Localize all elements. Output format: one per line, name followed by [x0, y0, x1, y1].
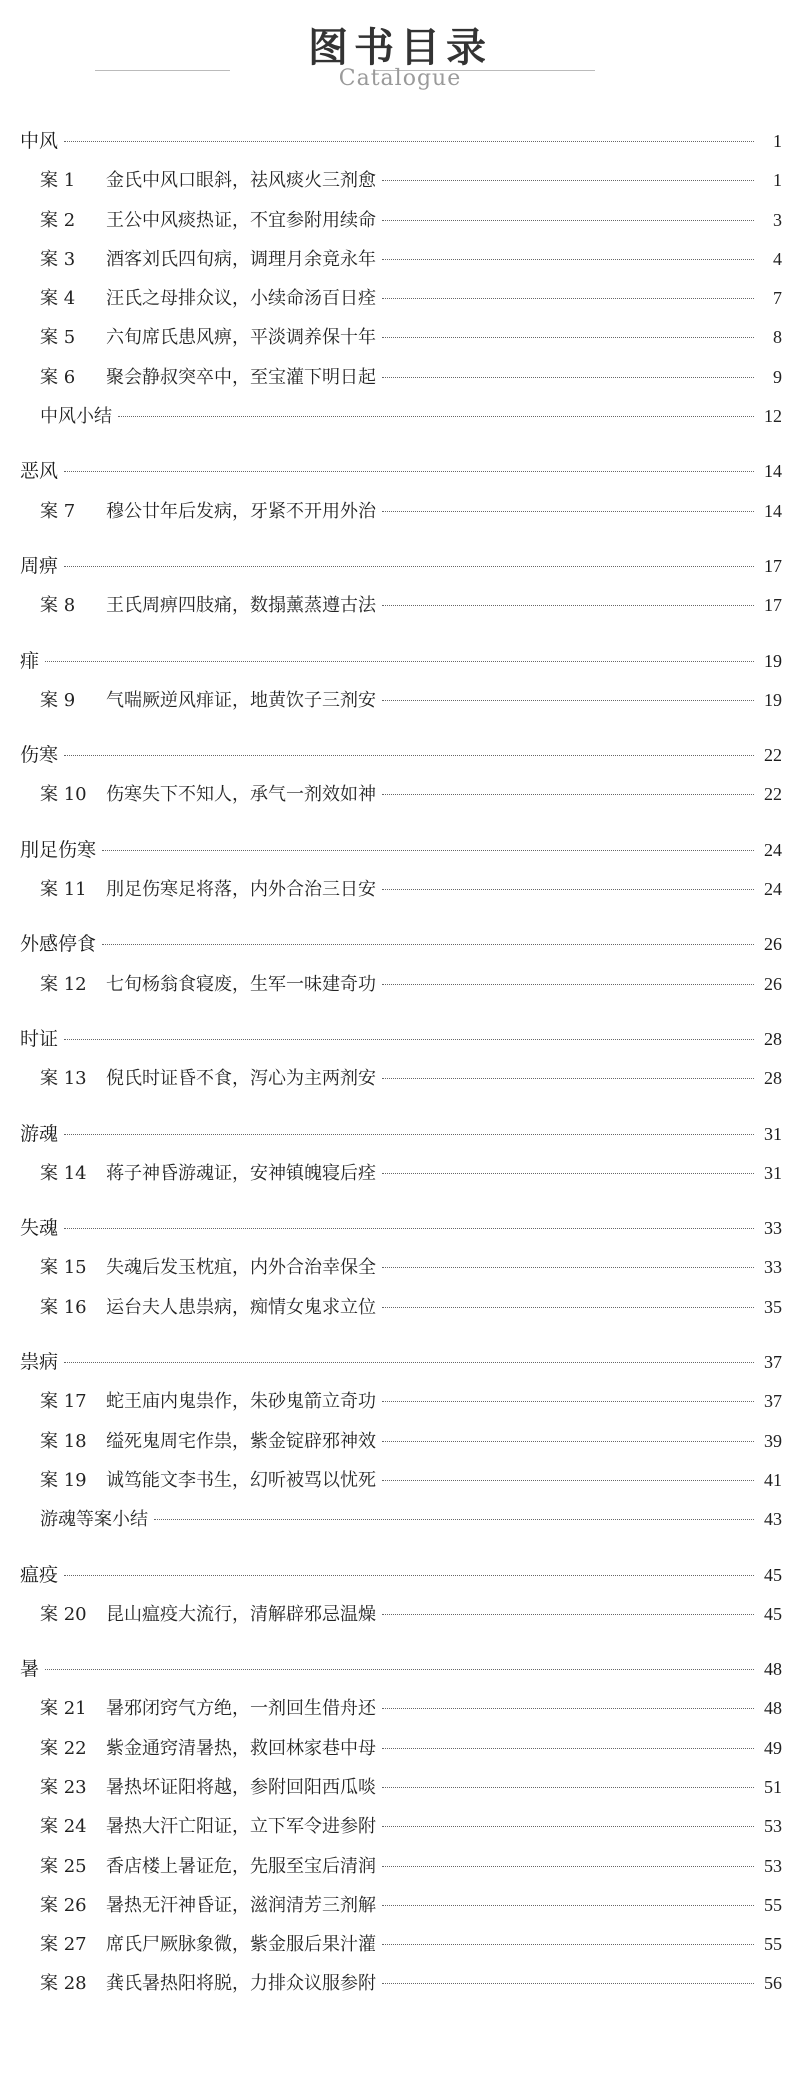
dot-leader	[64, 141, 754, 142]
case-row[interactable]	[20, 1422, 782, 1461]
chapter-title: 痱	[20, 649, 40, 672]
case-page-number: 28	[764, 1068, 782, 1089]
case-title: 暑热无汗神昏证，滋润清芳三剂解	[106, 1894, 376, 1916]
table-of-contents	[20, 122, 782, 2004]
case-page-number: 37	[764, 1391, 782, 1412]
case-row[interactable]	[20, 279, 782, 318]
case-row[interactable]	[20, 240, 782, 279]
case-row[interactable]	[20, 681, 782, 720]
dot-leader	[382, 700, 754, 701]
case-row[interactable]	[20, 1964, 782, 2003]
page-title: 图书目录	[308, 25, 492, 71]
chapter-page-number: 45	[764, 1564, 782, 1585]
case-row[interactable]	[20, 1847, 782, 1886]
case-page-number: 9	[773, 366, 782, 387]
chapter-title: 恶风	[20, 460, 59, 483]
case-page-number: 41	[764, 1469, 782, 1490]
case-number: 案 27	[40, 1934, 87, 1956]
chapter-title: 游魂	[20, 1122, 59, 1145]
case-row[interactable]	[20, 1807, 782, 1846]
case-number: 案 24	[40, 1816, 87, 1838]
chapter-page-number: 17	[764, 555, 782, 576]
case-title: 酒客刘氏四旬病，调理月余竟永年	[106, 248, 376, 270]
dot-leader	[382, 605, 754, 606]
case-number: 案 11	[40, 879, 87, 901]
dot-leader	[382, 377, 754, 378]
chapter-row[interactable]	[20, 642, 782, 681]
case-title: 昆山瘟疫大流行，清解辟邪忌温燥	[106, 1603, 376, 1625]
chapter-row[interactable]	[20, 1556, 782, 1595]
case-page-number: 53	[764, 1855, 782, 1876]
chapter-row[interactable]	[20, 452, 782, 491]
case-page-number: 3	[773, 209, 782, 230]
case-row[interactable]	[20, 870, 782, 909]
chapter-title: 失魂	[20, 1217, 59, 1240]
case-number: 案 17	[40, 1391, 87, 1413]
case-title: 六旬席氏患风痹，平淡调养保十年	[106, 327, 376, 349]
dot-leader	[102, 850, 754, 851]
chapter-page-number: 26	[764, 934, 782, 955]
case-row[interactable]	[20, 1886, 782, 1925]
dot-leader	[102, 944, 754, 945]
dot-leader	[382, 1401, 754, 1402]
case-row[interactable]	[20, 1595, 782, 1634]
dot-leader	[382, 1905, 754, 1906]
case-row[interactable]	[20, 1689, 782, 1728]
case-page-number: 4	[773, 248, 782, 269]
dot-leader	[382, 298, 754, 299]
chapter-page-number: 33	[764, 1218, 782, 1239]
case-page-number: 55	[764, 1894, 782, 1915]
case-number: 案 2	[40, 209, 76, 231]
case-row[interactable]	[20, 161, 782, 200]
case-number: 案 15	[40, 1257, 87, 1279]
dot-leader	[382, 1826, 754, 1827]
case-title: 王氏周痹四肢痛，数搨薰蒸遵古法	[106, 595, 376, 617]
summary-row[interactable]	[20, 1500, 782, 1539]
dot-leader	[154, 1519, 754, 1520]
chapter-title: 瘟疫	[20, 1563, 59, 1586]
chapter-page-number: 22	[764, 745, 782, 766]
dot-leader	[382, 220, 754, 221]
case-title: 王公中风痰热证，不宜参附用续命	[106, 209, 376, 231]
summary-title: 游魂等案小结	[40, 1509, 148, 1531]
chapter-title: 周痹	[20, 554, 59, 577]
case-number: 案 13	[40, 1068, 87, 1090]
chapter-page-number: 24	[764, 839, 782, 860]
case-page-number: 7	[773, 288, 782, 309]
dot-leader	[64, 1362, 754, 1363]
case-title: 缢死鬼周宅作祟，紫金锭辟邪神效	[106, 1430, 376, 1452]
case-page-number: 45	[764, 1603, 782, 1624]
dot-leader	[382, 180, 754, 181]
case-number: 案 14	[40, 1162, 87, 1184]
case-title: 紫金通窍清暑热，救回林家巷中母	[106, 1737, 376, 1759]
case-number: 案 4	[40, 288, 76, 310]
case-row[interactable]	[20, 492, 782, 531]
case-title: 香店楼上暑证危，先服至宝后清润	[106, 1855, 376, 1877]
case-number: 案 18	[40, 1430, 87, 1452]
case-title: 蛇王庙内鬼祟作，朱砂鬼箭立奇功	[106, 1391, 376, 1413]
dot-leader	[118, 416, 754, 417]
case-row[interactable]	[20, 1729, 782, 1768]
case-number: 案 28	[40, 1973, 87, 1995]
case-row[interactable]	[20, 318, 782, 357]
case-page-number: 56	[764, 1973, 782, 1994]
dot-leader	[382, 1708, 754, 1709]
case-page-number: 49	[764, 1737, 782, 1758]
case-page-number: 19	[764, 689, 782, 710]
case-row[interactable]	[20, 1059, 782, 1098]
case-row[interactable]	[20, 965, 782, 1004]
case-page-number: 22	[764, 784, 782, 805]
case-number: 案 22	[40, 1737, 87, 1759]
chapter-row[interactable]	[20, 1020, 782, 1059]
dot-leader	[64, 755, 754, 756]
case-title: 倪氏时证昏不食，泻心为主两剂安	[106, 1068, 376, 1090]
chapter-row[interactable]	[20, 547, 782, 586]
chapter-page-number: 31	[764, 1123, 782, 1144]
dot-leader	[64, 1134, 754, 1135]
case-row[interactable]	[20, 1382, 782, 1421]
case-page-number: 1	[773, 170, 782, 191]
chapter-row[interactable]	[20, 736, 782, 775]
case-page-number: 8	[773, 327, 782, 348]
chapter-title: 中风	[20, 130, 59, 152]
case-number: 案 12	[40, 973, 87, 995]
case-title: 七旬杨翁食寝废，生军一味建奇功	[106, 973, 376, 995]
dot-leader	[382, 259, 754, 260]
case-page-number: 17	[764, 595, 782, 616]
chapter-row[interactable]	[20, 122, 782, 161]
chapter-title: 外感停食	[20, 933, 97, 956]
dot-leader	[382, 1944, 754, 1945]
case-title: 暑邪闭窍气方绝，一剂回生借舟还	[106, 1698, 376, 1720]
chapter-row[interactable]	[20, 1650, 782, 1689]
dot-leader	[64, 471, 754, 472]
case-number: 案 6	[40, 366, 76, 388]
case-number: 案 9	[40, 689, 76, 711]
case-page-number: 51	[764, 1776, 782, 1797]
chapter-title: 暑	[20, 1658, 40, 1681]
chapter-row[interactable]	[20, 1209, 782, 1248]
chapter-page-number: 1	[773, 131, 782, 151]
case-page-number: 55	[764, 1934, 782, 1955]
dot-leader	[382, 1441, 754, 1442]
case-title: 暑热坏证阳将越，参附回阳西瓜啖	[106, 1776, 376, 1798]
case-title: 伤寒失下不知人，承气一剂效如神	[106, 784, 376, 806]
case-title: 运台夫人患祟病，痴情女鬼求立位	[106, 1296, 376, 1318]
chapter-title: 祟病	[20, 1351, 59, 1374]
dot-leader	[382, 337, 754, 338]
case-page-number: 14	[764, 500, 782, 521]
case-title: 诚笃能文李书生，幻听被骂以忧死	[106, 1469, 376, 1491]
case-number: 案 5	[40, 327, 76, 349]
case-title: 席氏尸厥脉象微，紫金服后果汁灌	[106, 1934, 376, 1956]
case-title: 聚会静叔突卒中，至宝灌下明日起	[106, 366, 376, 388]
case-title: 刖足伤寒足将落，内外合治三日安	[106, 879, 376, 901]
page-subtitle: Catalogue	[338, 66, 462, 91]
case-row[interactable]	[20, 1248, 782, 1287]
case-number: 案 19	[40, 1469, 87, 1491]
chapter-page-number: 48	[764, 1659, 782, 1680]
case-number: 案 7	[40, 500, 76, 522]
case-title: 气喘厥逆风痱证，地黄饮子三剂安	[106, 689, 376, 711]
case-number: 案 21	[40, 1698, 87, 1720]
case-page-number: 12	[764, 406, 782, 427]
dot-leader	[382, 889, 754, 890]
case-row[interactable]	[20, 586, 782, 625]
dot-leader	[382, 1480, 754, 1481]
dot-leader	[382, 1866, 754, 1867]
chapter-row[interactable]	[20, 925, 782, 964]
dot-leader	[382, 1787, 754, 1788]
case-title: 龚氏暑热阳将脱，力排众议服参附	[106, 1973, 376, 1995]
case-title: 金氏中风口眼斜，祛风痰火三剂愈	[106, 170, 376, 192]
dot-leader	[382, 1078, 754, 1079]
dot-leader	[382, 1748, 754, 1749]
dot-leader	[64, 1039, 754, 1040]
case-title: 失魂后发玉枕疽，内外合治幸保全	[106, 1257, 376, 1279]
chapter-page-number: 19	[764, 650, 782, 671]
case-row[interactable]	[20, 358, 782, 397]
case-number: 案 1	[40, 170, 76, 192]
chapter-row[interactable]	[20, 831, 782, 870]
case-title: 暑热大汗亡阳证，立下军令进参附	[106, 1816, 376, 1838]
catalogue-header	[0, 0, 800, 118]
case-page-number: 43	[764, 1509, 782, 1530]
case-number: 案 16	[40, 1296, 87, 1318]
chapter-row[interactable]	[20, 1343, 782, 1382]
chapter-page-number: 14	[764, 461, 782, 482]
dot-leader	[64, 566, 754, 567]
dot-leader	[382, 984, 754, 985]
chapter-title: 刖足伤寒	[20, 838, 97, 861]
case-number: 案 8	[40, 595, 76, 617]
dot-leader	[64, 1228, 754, 1229]
case-row[interactable]	[20, 775, 782, 814]
case-page-number: 53	[764, 1816, 782, 1837]
chapter-title: 伤寒	[20, 744, 59, 767]
case-row[interactable]	[20, 1925, 782, 1964]
dot-leader	[45, 661, 754, 662]
case-page-number: 48	[764, 1698, 782, 1719]
case-page-number: 33	[764, 1257, 782, 1278]
case-row[interactable]	[20, 1288, 782, 1327]
case-page-number: 35	[764, 1296, 782, 1317]
case-number: 案 3	[40, 248, 76, 270]
case-number: 案 20	[40, 1603, 87, 1625]
dot-leader	[45, 1669, 754, 1670]
case-number: 案 26	[40, 1894, 87, 1916]
case-page-number: 39	[764, 1430, 782, 1451]
chapter-row[interactable]	[20, 1115, 782, 1154]
case-number: 案 23	[40, 1776, 87, 1798]
dot-leader	[382, 1983, 754, 1984]
case-page-number: 31	[764, 1162, 782, 1183]
case-page-number: 24	[764, 879, 782, 900]
case-row[interactable]	[20, 201, 782, 240]
case-title: 蒋子神昏游魂证，安神镇魄寝后痊	[106, 1162, 376, 1184]
dot-leader	[382, 1173, 754, 1174]
case-title: 穆公廿年后发病，牙紧不开用外治	[106, 500, 376, 522]
case-row[interactable]	[20, 1768, 782, 1807]
chapter-page-number: 37	[764, 1352, 782, 1373]
dot-leader	[382, 511, 754, 512]
dot-leader	[382, 1307, 754, 1308]
summary-row[interactable]	[20, 397, 782, 436]
case-number: 案 25	[40, 1855, 87, 1877]
case-title: 汪氏之母排众议，小续命汤百日痊	[106, 288, 376, 310]
summary-title: 中风小结	[40, 406, 112, 428]
dot-leader	[382, 794, 754, 795]
case-row[interactable]	[20, 1461, 782, 1500]
dot-leader	[382, 1614, 754, 1615]
case-row[interactable]	[20, 1154, 782, 1193]
dot-leader	[382, 1267, 754, 1268]
case-page-number: 26	[764, 973, 782, 994]
case-number: 案 10	[40, 784, 87, 806]
dot-leader	[64, 1575, 754, 1576]
chapter-title: 时证	[20, 1027, 59, 1050]
chapter-page-number: 28	[764, 1028, 782, 1049]
